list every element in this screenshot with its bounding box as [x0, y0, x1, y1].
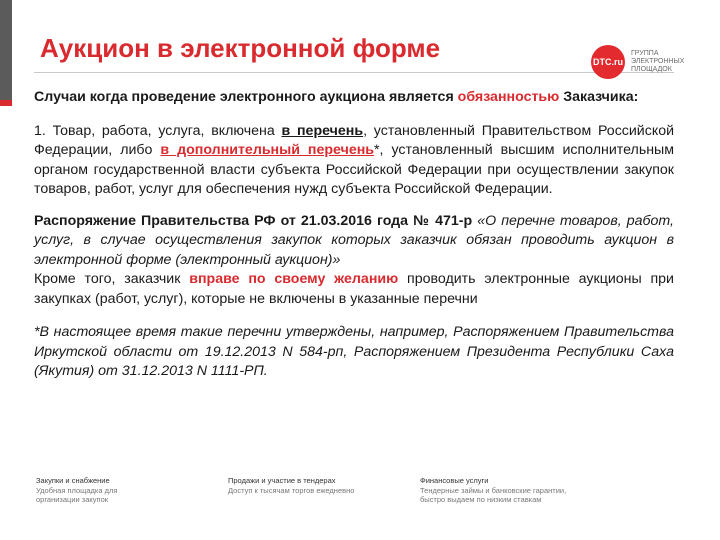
footer	[36, 476, 676, 505]
footer-line: организации закупок	[36, 495, 109, 504]
extra-text-b: проводить электронные аукционы при закупках (работ, услуг), которые не включены в указанные перечни	[34, 271, 674, 307]
additional-list-link[interactable]: в дополнительный перечень	[160, 142, 375, 158]
extra-text-a: Кроме того, заказчик	[34, 271, 190, 287]
company-logo	[591, 45, 685, 79]
footer-title: Закупки и снабжение	[36, 476, 110, 485]
decree-title: «О перечне товаров, работ, услуг, в случае осуществления закупок которых заказчик обязан проводить аукцион в электронной форме (электронный аукцион)»	[34, 212, 674, 268]
item-text-c: *, установленный высшим исполнительным органом государственной власти субъекта Российской Федерации при осуществлении закупок товаров, работ, услуг для обеспечения нужд субъекта Российской Федерации.	[34, 142, 675, 197]
item-paragraph	[34, 122, 674, 200]
left-accent-bar	[0, 0, 12, 100]
voluntary-highlight: вправе по своему желанию	[189, 271, 399, 287]
footer-column-procurement	[36, 476, 228, 505]
item-text-a: 1. Товар, работа, услуга, включена	[34, 122, 282, 139]
list-link[interactable]: в перечень	[281, 122, 364, 139]
logo-mark: DTC.ru	[591, 45, 625, 79]
title-divider	[34, 72, 674, 73]
intro-paragraph	[34, 88, 674, 108]
slide-content	[34, 88, 674, 382]
decree-reference: Распоряжение Правительства РФ от 21.03.2016 года № 471-р	[34, 212, 473, 229]
left-red-marker	[0, 100, 12, 106]
footer-line: Тендерные займы и банковские гарантии,	[420, 485, 567, 495]
footer-line: быстро выдаем по низким ставкам	[420, 495, 542, 504]
decree-paragraph	[34, 212, 674, 271]
footer-line: Доступ к тысячам торгов ежедневно	[228, 485, 355, 495]
voluntary-paragraph	[34, 270, 674, 309]
footer-line: Удобная площадка для	[36, 485, 118, 495]
intro-text-b: Заказчика:	[559, 89, 639, 105]
footer-column-sales	[228, 476, 420, 505]
footer-column-finance	[420, 476, 612, 505]
intro-text-a: Случаи когда проведение электронного аукциона является	[34, 89, 458, 105]
slide-title: Аукцион в электронной форме	[40, 33, 441, 63]
intro-highlight: обязанностью	[457, 89, 560, 105]
footnote-paragraph: *В настоящее время такие перечни утверждены, например, Распоряжением Правительства Иркутской области от 19.12.2013 N 584-рп, Распоряжением Президента Республики Саха (Якутия) от 31.12.2013 N 1111-РП.	[34, 324, 674, 379]
footer-title: Продажи и участие в тендерах	[228, 476, 336, 485]
footer-title: Финансовые услуги	[420, 476, 489, 485]
logo-text: ГРУППА ЭЛЕКТРОННЫХ ПЛОЩАДОК	[631, 50, 685, 73]
item-text-b: , установленный Правительством Российской Федерации, либо	[34, 122, 675, 158]
